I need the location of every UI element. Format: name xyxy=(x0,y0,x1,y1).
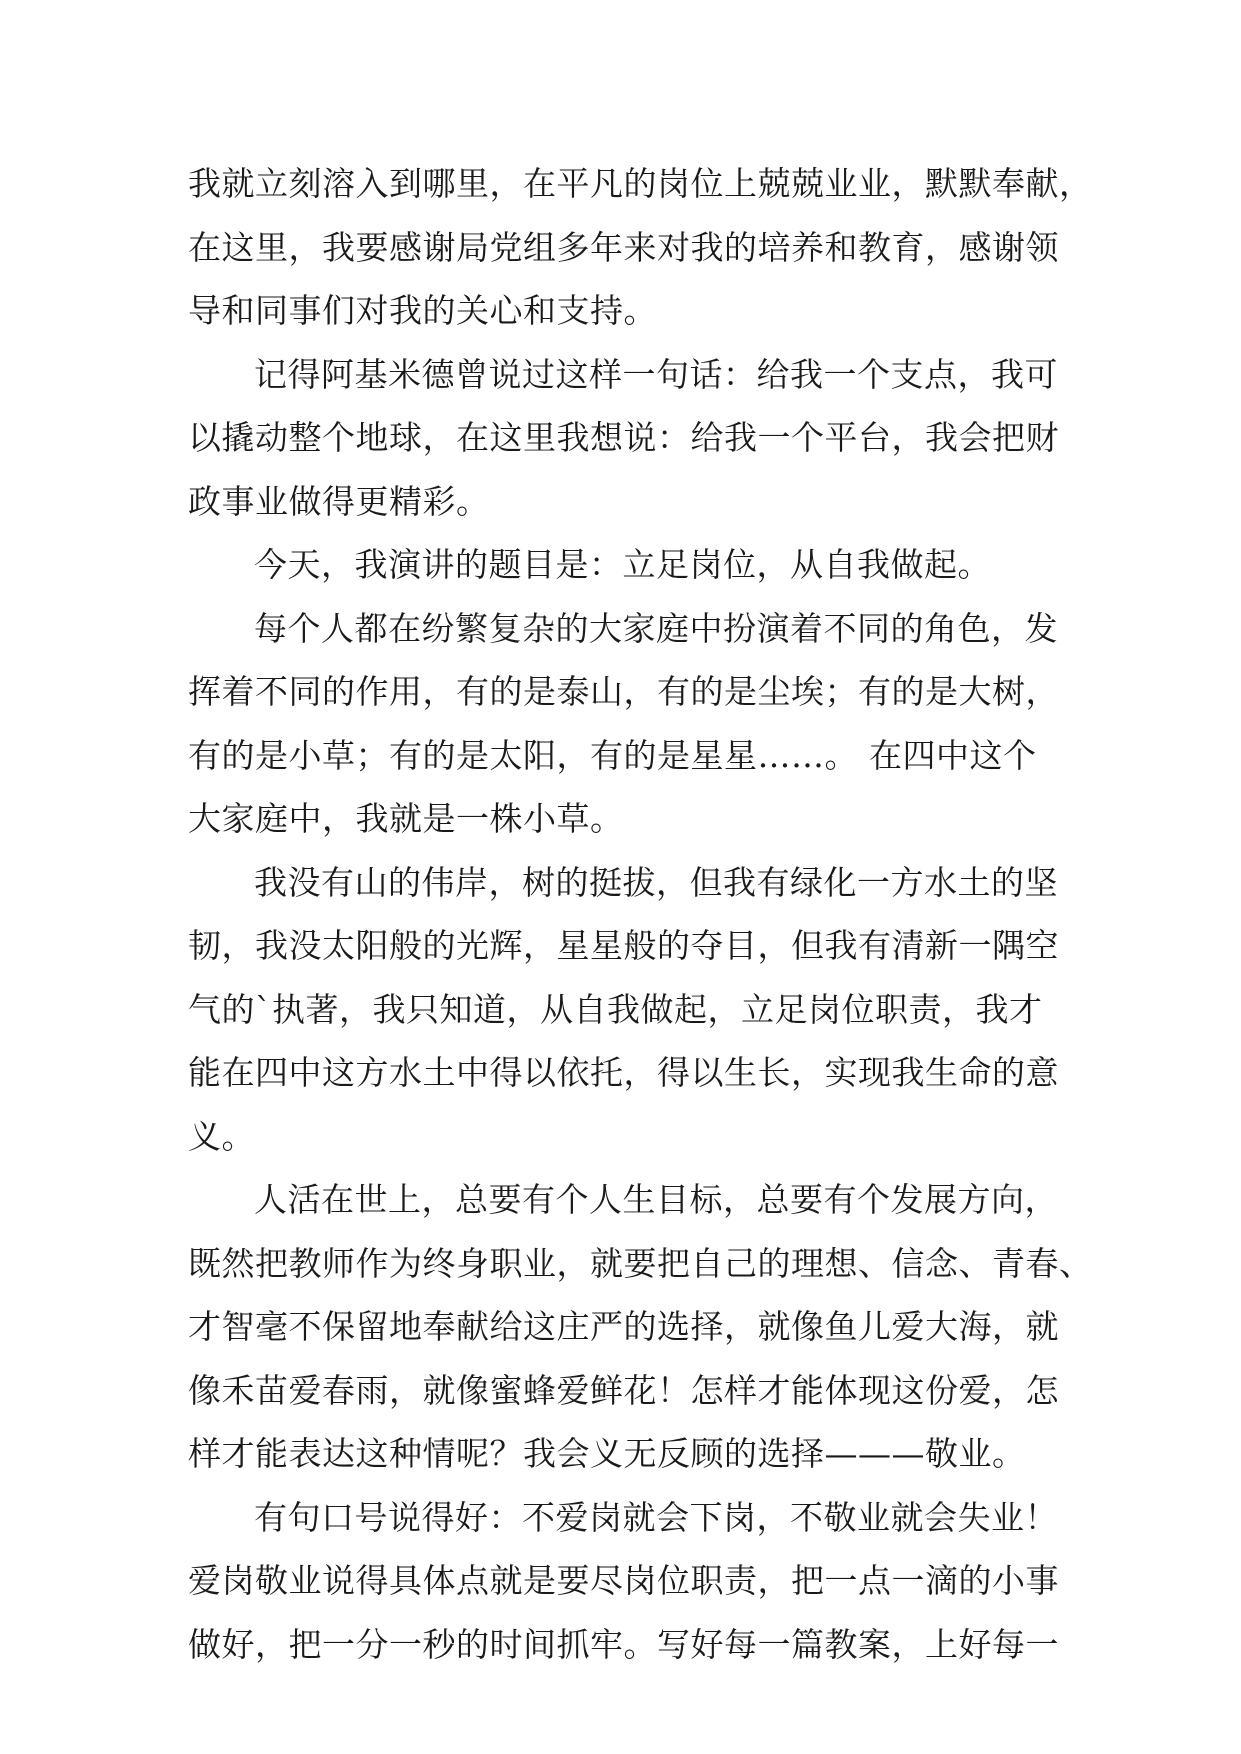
text-line: 能在四中这方水土中得以依托，得以生长，实现我生命的意 xyxy=(188,1053,1059,1092)
text-line: 政事业做得更精彩。 xyxy=(188,481,490,521)
text-line: 人活在世上，总要有个人生目标，总要有个发展方向， xyxy=(254,1180,1058,1219)
text-line: 做好，把一分一秒的时间抓牢。写好每一篇教案，上好每一 xyxy=(188,1624,1059,1664)
text-line: 大家庭中，我就是一株小草。 xyxy=(188,799,624,838)
text-line: 气的`执著，我只知道，从自我做起，立足岗位职责，我才 xyxy=(188,989,1043,1029)
text-line: 在这里，我要感谢局党组多年来对我的培养和教育，感谢领 xyxy=(188,227,1059,267)
text-line: 每个人都在纷繁复杂的大家庭中扮演着不同的角色，发 xyxy=(254,608,1058,648)
text-line: 我就立刻溶入到哪里，在平凡的岗位上兢兢业业，默默奉献， xyxy=(188,164,1093,203)
text-line: 挥着不同的作用，有的是泰山，有的是尘埃；有的是大树， xyxy=(188,672,1059,711)
text-line: 以撬动整个地球，在这里我想说：给我一个平台，我会把财 xyxy=(188,418,1059,457)
text-line: 韧，我没太阳般的光辉，星星般的夺目，但我有清新一隅空 xyxy=(188,926,1059,965)
text-line: 既然把教师作为终身职业，就要把自己的理想、信念、青春、 xyxy=(188,1243,1093,1283)
text-line: 导和同事们对我的关心和支持。 xyxy=(188,291,657,330)
text-line: 样才能表达这种情呢？我会义无反顾的选择———敬业。 xyxy=(188,1434,1026,1473)
text-line: 我没有山的伟岸，树的挺拔，但我有绿化一方水土的坚 xyxy=(254,862,1058,902)
text-line: 爱岗敬业说得具体点就是要尽岗位职责，把一点一滴的小事 xyxy=(188,1561,1059,1600)
text-line: 今天，我演讲的题目是：立足岗位，从自我做起。 xyxy=(254,545,991,584)
text-line: 才智毫不保留地奉献给这庄严的选择，就像鱼儿爱大海，就 xyxy=(188,1307,1059,1346)
text-line: 义。 xyxy=(188,1116,255,1156)
text-line: 像禾苗爱春雨，就像蜜蜂爱鲜花！怎样才能体现这份爱，怎 xyxy=(188,1370,1059,1410)
speech-text xyxy=(188,152,1093,1676)
text-line: 有句口号说得好：不爱岗就会下岗，不敬业就会失业！ xyxy=(254,1497,1058,1537)
text-line: 有的是小草；有的是太阳，有的是星星……。 在四中这个 xyxy=(188,735,1037,775)
text-line: 记得阿基米德曾说过这样一句话：给我一个支点，我可 xyxy=(254,354,1058,394)
